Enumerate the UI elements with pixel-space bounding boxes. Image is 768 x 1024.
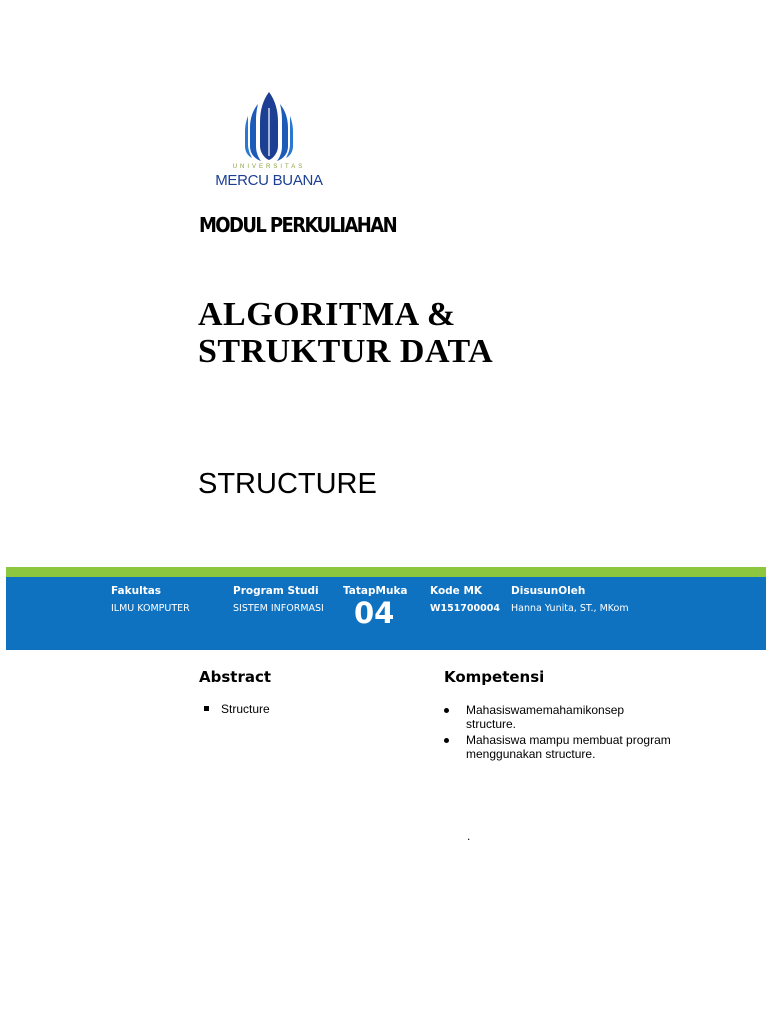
list-item [443,733,673,761]
meeting-column [343,585,408,630]
meeting-number: 04 [354,596,395,630]
course-title-line-1: ALGORITMA & [198,296,456,333]
study-program-value: SISTEM INFORMASI [233,603,324,614]
author-value: Hanna Yunita, ST., MKom [511,603,629,614]
abstract-title: Abstract [199,668,272,686]
meeting-header: TatapMuka [343,585,408,597]
round-bullet-icon [444,738,449,743]
competency-title: Kompetensi [444,668,545,686]
course-title-line-2: STRUKTUR DATA [198,333,494,370]
round-bullet-icon [444,708,449,713]
competency-item-text: Mahasiswamemahamikonsep structure. [466,703,625,731]
topic-subtitle: STRUCTURE [198,468,377,500]
author-column [511,585,629,614]
university-logo [200,88,338,196]
course-title [198,296,493,370]
mercu-buana-emblem-icon [200,88,338,168]
faculty-header: Fakultas [111,585,162,597]
module-heading: MODUL PERKULIAHAN [199,214,397,238]
logo-university-name: MERCU BUANA [215,172,323,189]
study-program-header: Program Studi [233,585,319,597]
competency-item-text: Mahasiswa mampu membuat program menggunakan structure. [466,733,671,761]
course-code-value: W151700004 [430,603,500,614]
faculty-value: ILMU KOMPUTER [111,603,190,614]
list-item [201,702,270,716]
author-header: DisusunOleh [511,585,586,597]
course-code-header: Kode MK [430,585,483,597]
green-divider-bar [6,567,766,577]
course-code-column [430,585,500,614]
logo-universitas-text: UNIVERSITAS [232,164,306,170]
trailing-period: . [467,829,471,843]
abstract-item-text: Structure [221,702,270,716]
abstract-list [201,702,270,716]
list-item [443,703,673,731]
competency-list [443,703,673,763]
square-bullet-icon [204,706,209,711]
faculty-column [111,585,190,614]
study-program-column [233,585,324,614]
